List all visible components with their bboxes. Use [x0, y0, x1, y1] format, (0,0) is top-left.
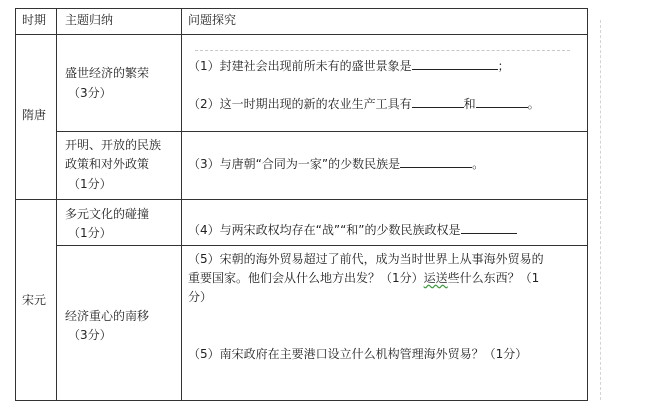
- header-period: 时期: [22, 13, 47, 27]
- question-1: [188, 57, 510, 74]
- period-sui-tang: 隋唐: [22, 108, 47, 122]
- question-1-text: （1）封建社会出现前所未有的盛世景象是: [188, 59, 412, 73]
- period-song-yuan: 宋元: [22, 293, 47, 307]
- theme-3-title: 多元文化的碰撞: [65, 207, 150, 221]
- table-right-border: [587, 8, 588, 401]
- table-left-border: [15, 8, 16, 401]
- theme-2-line2: 政策和对外政策: [65, 157, 150, 171]
- theme-4-title: 经济重心的南移: [65, 309, 150, 323]
- theme-3-score: （1分）: [68, 226, 112, 240]
- theme-1-title: 盛世经济的繁荣: [65, 66, 150, 80]
- question-5-line2c: 些什么东西？（1: [447, 271, 540, 285]
- col-divider-1: [56, 8, 57, 401]
- theme-2-score: （1分）: [68, 177, 112, 191]
- question-2-end: 。: [527, 97, 540, 111]
- header-question: 问题探究: [188, 13, 237, 27]
- question-6: （5）南宋政府在主要港口设立什么机构管理海外贸易？（1分）: [188, 347, 528, 361]
- question-2: [188, 95, 540, 112]
- table-top-border: [15, 8, 588, 9]
- question-4: [188, 221, 517, 238]
- question-1-end: ；: [497, 59, 510, 73]
- question-2-text: （2）这一时期出现的新的农业生产工具有: [188, 97, 412, 111]
- question-5-line3: 分）: [188, 290, 213, 304]
- header-theme: 主题归纳: [65, 13, 114, 27]
- answer-blank[interactable]: [412, 57, 498, 70]
- question-5-line2b: 运送: [423, 271, 448, 285]
- answer-blank[interactable]: [476, 95, 528, 108]
- question-5-line2: [188, 270, 539, 286]
- header-bottom-border: [15, 34, 588, 35]
- col-divider-2: [181, 8, 182, 401]
- question-3-text: （3）与唐朝“合同为一家”的少数民族是: [188, 157, 401, 171]
- period-divider: [15, 199, 588, 200]
- answer-blank[interactable]: [461, 221, 517, 234]
- theme-4-score: （3分）: [68, 328, 112, 342]
- row-divider-1: [56, 131, 588, 132]
- answer-blank[interactable]: [400, 155, 472, 168]
- question-5-line1: （5）宋朝的海外贸易超过了前代，成为当时世界上从事海外贸易的: [188, 252, 544, 266]
- answer-blank[interactable]: [412, 95, 464, 108]
- theme-1-score: （3分）: [68, 86, 112, 100]
- question-4-text: （4）与两宋政权均存在“战”“和”的少数民族政权是: [188, 223, 461, 237]
- question-3-end: 。: [472, 157, 485, 171]
- table-bottom-border: [15, 400, 588, 401]
- theme-2-line1: 开明、开放的民族: [65, 138, 162, 152]
- question-2-mid: 和: [463, 97, 476, 111]
- guide-line: [195, 50, 570, 51]
- guide-line: [600, 20, 601, 400]
- row-divider-3: [56, 245, 588, 246]
- question-5-line2a: 重要国家。他们会从什么地方出发？（1分）: [188, 271, 424, 285]
- question-3: [188, 155, 484, 172]
